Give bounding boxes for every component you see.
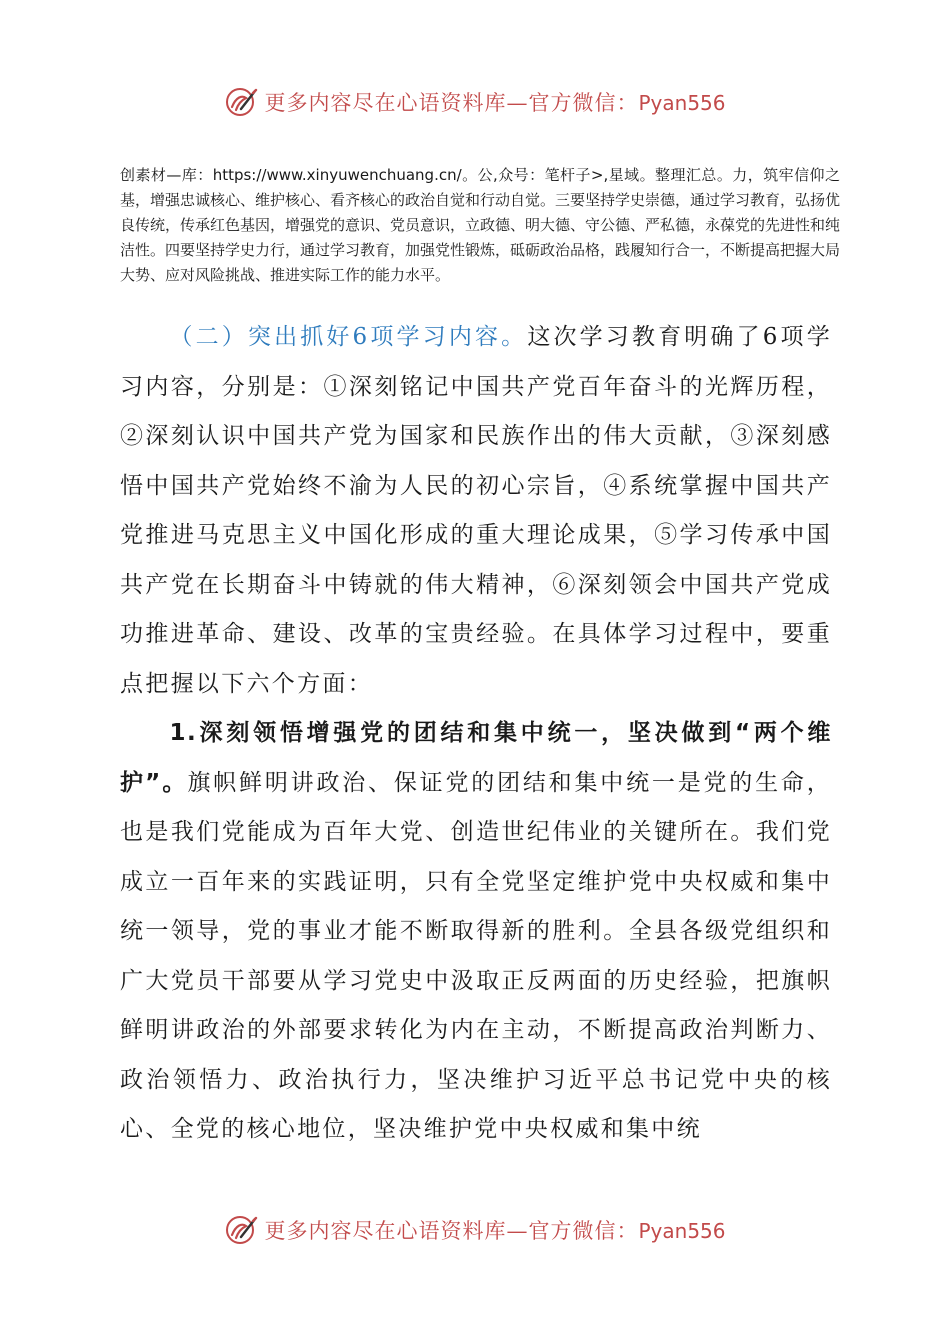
item-1-body: 旗帜鲜明讲政治、保证党的团结和集中统一是党的生命，也是我们党能成为百年大党、创造世纪伟业的关键所在。我们党成立一百年来的实践证明，只有全党坚定维护党中央权威和集中统一领导，党的事业才能不断取得新的胜利。全县各级党组织和广大党员干部要从学习党史中汲取正反两面的历史经验，把旗帜鲜明讲政治的外部要求转化为内在主动，不断提高政治判断力、政治领悟力、政治执行力，坚决维护习近平总书记党中央的核心、全党的核心地位，坚决维护党中央权威和集中统 [120,769,833,1142]
section-2-heading: （二）突出抓好6项学习内容。 [169,324,528,350]
item-1-heading: 1.深刻领悟增强党的团结和集中统一，坚决做到“两个维护”。 [120,720,832,796]
footer-banner [0,1210,950,1250]
banner-text: 更多内容尽在心语资料库—官方微信：Pyan556 [264,91,726,115]
intro-paragraph: 创素材—库：https://www.xinyuwenchuang.cn/。公,众号：笔杆子>,星域。整理汇总。力，筑牢信仰之基，增强忠诚核心、维护核心、看齐核心的政治自觉和行动自觉。三要坚持学史崇德，通过学习教育，弘扬优良传统，传承红色基因，增强党的意识、党员意识，立政德、明大德、守公德、严私德，永葆党的先进性和纯洁性。四要坚持学史力行，通过学习教育，加强党性锻炼，砥砺政治品格，践履知行合一，不断提高把握大局大势、应对风险挑战、推进实际工作的能力水平。 [120,166,841,284]
section-2-body: 这次学习教育明确了6项学习内容，分别是：①深刻铭记中国共产党百年奋斗的光辉历程，②深刻认识中国共产党为国家和民族作出的伟大贡献，③深刻感悟中国共产党始终不渝为人民的初心宗旨，④系统掌握中国共产党推进马克思主义中国化形成的重大理论成果，⑤学习传承中国共产党在长期奋斗中铸就的伟大精神，⑥深刻领会中国共产党成功推进革命、建设、改革的宝贵经验。在具体学习过程中，要重点把握以下六个方面： [120,324,832,697]
header-banner [0,82,950,122]
section-2-paragraph [120,313,832,709]
main-body [120,313,832,1155]
signature-pen-logo-icon [224,85,258,119]
banner-text: 更多内容尽在心语资料库—官方微信：Pyan556 [264,1219,726,1243]
signature-pen-logo-icon [224,1213,258,1247]
item-1-paragraph [120,709,832,1155]
